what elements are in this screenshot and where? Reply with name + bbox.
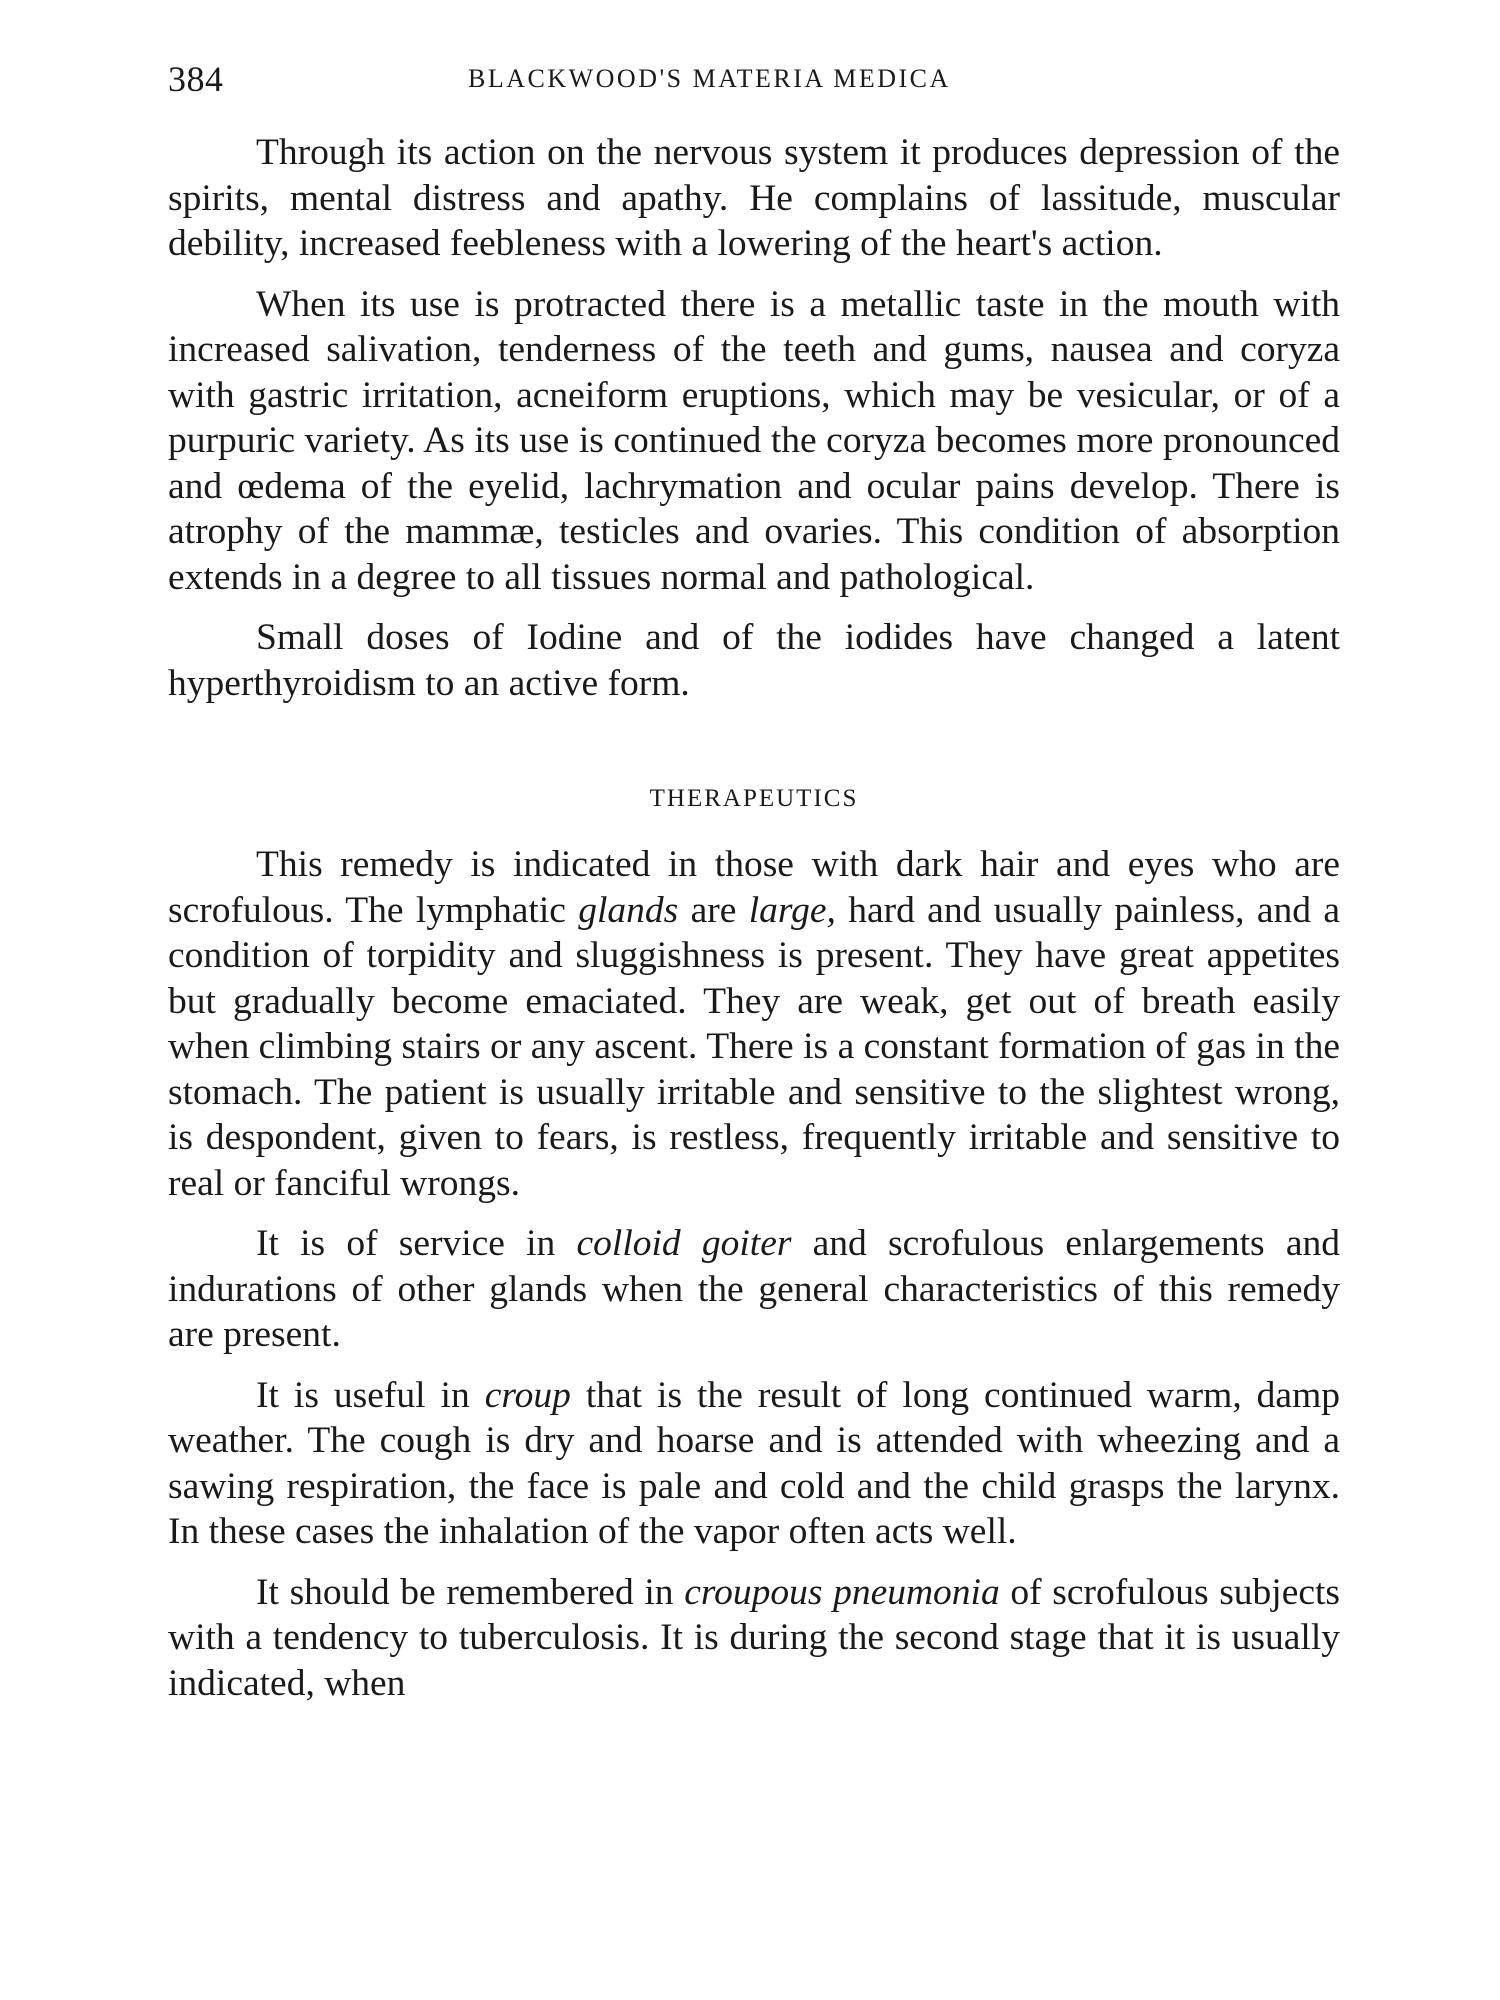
text-run: of scrofulous subjects with a tendency to tuberculosis. It is during the second stage that it is usually indicated, when: [168, 1571, 1341, 1704]
text-run: hard and usually painless, and a condition of torpidity and sluggishness is present. They have great appetites but gradually become emaciated. They are weak, get out of breath easily when climbing stairs or any ascent. There is a constant formation of gas in the stomach. The patient is usually irritable and sensitive to the slightest wrong, is despondent, given to fears, is restless, frequently irritable and sensitive to real or fanciful wrongs.: [168, 889, 1341, 1204]
book-page: [168, 52, 1340, 1721]
paragraph-small-doses: Small doses of Iodine and of the iodides have changed a latent hyperthyroidism to an active form.: [168, 617, 1340, 704]
page-number: 384: [168, 59, 224, 99]
emphasis-large: large,: [748, 889, 836, 931]
text-run: This remedy is indicated in those with dark hair and eyes who are scrofulous. The lymphatic: [168, 844, 1340, 931]
emphasis-glands: glands: [578, 889, 679, 931]
emphasis-croupous-pneumonia: croupous pneumonia: [684, 1571, 1000, 1613]
section-heading-therapeutics: THERAPEUTICS: [649, 785, 859, 812]
paragraph-croup: [168, 1373, 1340, 1555]
emphasis-croup: croup: [484, 1374, 571, 1416]
paragraph-protracted-use: When its use is protracted there is a metallic taste in the mouth with increased salivation, tenderness of the teeth and gums, nausea and coryza with gastric irritation, acneiform eruptions, which may be vesicular, or of a purpuric variety. As its use is continued the coryza becomes more pronounced and œdema of the eyelid, lachrymation and ocular pains develop. There is atrophy of the mammæ, testicles and ovaries. This condition of absorption extends in a degree to all tissues normal and pathological.: [168, 283, 1340, 598]
running-title: BLACKWOOD'S MATERIA MEDICA: [468, 64, 951, 93]
text-run: It is of service in: [256, 1223, 577, 1264]
text-run: that is the result of long continued warm, damp weather. The cough is dry and hoarse and is attended with wheezing and a sawing respiration, the face is pale and cold and the child grasps the larynx. In these cases the inhalation of the vapor often acts well.: [168, 1374, 1340, 1552]
text-run: are: [678, 889, 749, 931]
text-run: It should be remembered in: [256, 1571, 685, 1613]
emphasis-colloid-goiter: colloid goiter: [576, 1223, 792, 1264]
text-run: It is useful in: [256, 1374, 485, 1416]
text-run: and scrofulous enlargements and indurations of other glands when the general characteristics of this remedy are present.: [168, 1223, 1340, 1355]
paragraph-colloid-goiter: [168, 1221, 1340, 1358]
paragraph-croupous-pneumonia: [168, 1570, 1340, 1707]
running-head: [168, 52, 1340, 102]
paragraph-indications: [168, 842, 1340, 1206]
paragraph-nervous-system: Through its action on the nervous system it produces depression of the spirits, mental distress and apathy. He complains of lassitude, muscular debility, increased feebleness with a lowering of the heart's action.: [168, 132, 1340, 264]
